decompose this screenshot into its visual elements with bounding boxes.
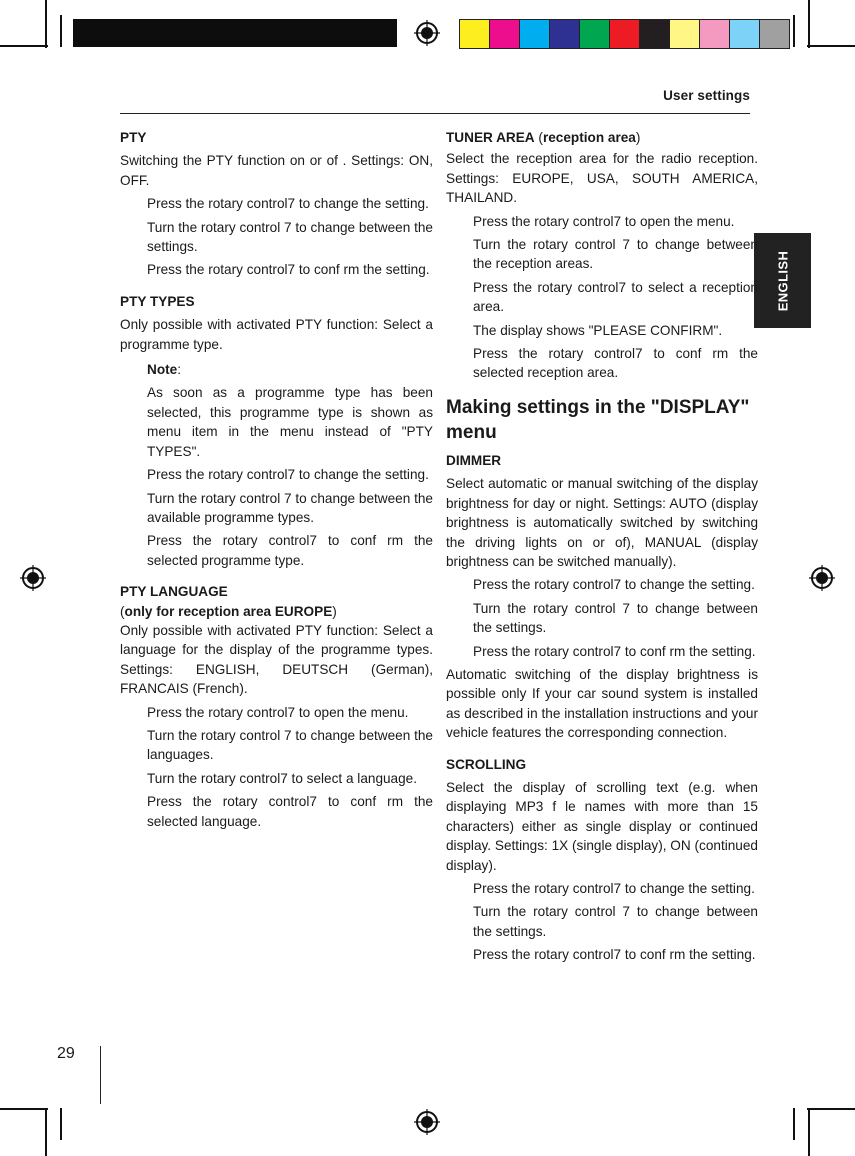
pty-language-step: Turn the rotary control7 to select a language. xyxy=(147,770,418,786)
language-tab xyxy=(754,233,811,328)
color-swatch xyxy=(730,20,760,48)
section-title-post: " menu xyxy=(446,396,750,443)
color-swatch xyxy=(460,20,490,48)
pty-language-step: Press the rotary control7 to conf rm the selected language. xyxy=(147,794,433,829)
color-swatch xyxy=(610,20,640,48)
tuner-area-step: Press the rotary control7 to open the menu. xyxy=(473,213,735,229)
tuner-area-heading: TUNER AREA xyxy=(446,130,535,145)
tuner-area-step: Press the rotary control7 to select a reception area. xyxy=(473,279,758,315)
note-block: Note: As soon as a programme type has been selected, this programme type is shown as menu item in the menu instead of "PTY TYPES". xyxy=(120,360,433,461)
tuner-area-description: Select the reception area for the radio reception. Settings: EUROPE, USA, SOUTH AMERICA, THAILAND. xyxy=(446,151,758,206)
dimmer-description: Select automatic or manual switching of the display brightness for day or night. Settings: AUTO (display brightness is automatically switched by switching the driving lights on or of), MANUAL (display brightness can be switched manually). xyxy=(446,476,758,569)
scrolling-step: Turn the rotary control 7 to change between the settings. xyxy=(473,904,758,939)
header-rule xyxy=(120,113,750,114)
page-number: 29 xyxy=(57,1045,75,1062)
tuner-area-step: Press the rotary control7 to conf rm the selected reception area. xyxy=(473,346,758,381)
tuner-area-step: The display shows "PLEASE CONFIRM". xyxy=(473,322,723,338)
section-title xyxy=(446,395,758,445)
scrolling-heading: SCROLLING xyxy=(446,756,527,772)
color-swatch xyxy=(760,20,789,48)
dimmer-step: Press the rotary control7 to change the setting. xyxy=(473,577,755,593)
footer-rule xyxy=(100,1046,101,1104)
color-swatch xyxy=(700,20,730,48)
dimmer-footnote: Automatic switching of the display brightness is possible only If your car sound system is installed as described in the installation instructions and your vehicle features the corresponding connection. xyxy=(446,666,758,741)
tuner-area-subheading: reception area xyxy=(542,130,636,145)
running-head: User settings xyxy=(663,88,750,103)
registration-target-icon xyxy=(414,1109,440,1135)
color-swatch xyxy=(580,20,610,48)
pty-language-step: Press the rotary control7 to open the menu. xyxy=(147,704,409,720)
pty-heading: PTY xyxy=(120,130,147,145)
pty-language-description: Only possible with activated PTY function: Select a language for the display of the programme types. Settings: ENGLISH, DEUTSCH (German), FRANCAIS (French). xyxy=(120,622,433,697)
tuner-area-step: Turn the rotary control 7 to change between the reception areas. xyxy=(473,237,758,272)
note-label: Note xyxy=(147,362,178,378)
right-column: TUNER AREA (reception area) Select the reception area for the radio reception. Settings: EUROPE, USA, SOUTH AMERICA, THAILAND. Press the rotary control7 to open the menu. Turn the rotary control 7 to change between the reception areas. Press the rotary control7 to select a reception area. The display shows "PLEASE CONFIRM". Press the rotary control7 to conf rm the selected reception area. Making settings in the "DISPLAY" menu DIMMER Select automatic or manual switching of the display brightness for day or night. Settings: AUTO (display brightness is automatically switched by switching the driving lights on or of), MANUAL (display brightness can be switched manually). Press the rotary control7 to change the setting. Turn the rotary control 7 to change between the settings. Press the rotary control7 to conf rm the setting. Automatic switching of the display brightness is possible only If your car sound system is installed as described in the installation instructions and your vehicle features the corresponding connection. SCROLLING Select the display of scrolling text (e.g. when displaying MP3 f le names with more than 15 characters) either as single display or continued display. Settings: 1X (single display), ON (continued display). Press the rotary control7 to change the setting. Turn the rotary control 7 to change between the settings. Press the rotary control7 to conf rm the setting. xyxy=(446,128,758,965)
pty-types-heading: PTY TYPES xyxy=(120,293,195,309)
color-swatch xyxy=(550,20,580,48)
scrolling-description: Select the display of scrolling text (e.g. when displaying MP3 f le names with more than 15 characters) either as single display or continued display. Settings: 1X (single display), ON (continued display). xyxy=(446,779,758,873)
left-column: PTY Switching the PTY function on or of . Settings: ON, OFF. Press the rotary control7 to change the setting. Turn the rotary control 7 to change between the settings. Press the rotary control7 to conf rm the setting. PTY TYPES Only possible with activated PTY function: Select a programme type. Note: As soon as a programme type has been selected, this programme type is shown as menu item in the menu instead of "PTY TYPES". Press the rotary control7 to change the setting. Turn the rotary control 7 to change between the available programme types. Press the rotary control7 to conf rm the selected programme type. PTY LANGUAGE (only for reception area EUROPE) Only possible with activated PTY function: Select a language for the display of the programme types. Settings: ENGLISH, DEUTSCH (German), FRANCAIS (French). Press the rotary control7 to open the menu. Turn the rotary control 7 to change between the languages. Turn the rotary control7 to select a language. Press the rotary control7 to conf rm the selected language. xyxy=(120,128,433,831)
note-text: As soon as a programme type has been selected, this programme type is shown as menu item in the menu instead of "PTY TYPES". xyxy=(147,385,433,459)
pty-step: Press the rotary control7 to conf rm the setting. xyxy=(147,262,430,278)
section-title-bold: DISPLAY xyxy=(659,396,741,418)
language-tab-label: ENGLISH xyxy=(775,250,790,311)
black-calibration-bar xyxy=(73,19,397,47)
scrolling-step: Press the rotary control7 to change the setting. xyxy=(473,881,755,896)
color-swatch xyxy=(490,20,520,48)
dimmer-heading: DIMMER xyxy=(446,452,502,468)
color-swatch xyxy=(670,20,700,48)
pty-types-step: Press the rotary control7 to change the setting. xyxy=(147,467,429,483)
pty-step: Turn the rotary control 7 to change between the settings. xyxy=(147,219,433,255)
pty-types-step: Press the rotary control7 to conf rm the selected programme type. xyxy=(147,533,433,568)
pty-types-step: Turn the rotary control 7 to change between the available programme types. xyxy=(147,490,433,525)
pty-types-description: Only possible with activated PTY function: Select a programme type. xyxy=(120,317,433,352)
color-swatch xyxy=(640,20,670,48)
pty-language-heading: PTY LANGUAGE xyxy=(120,584,228,600)
pty-language-subheading: only for reception area EUROPE xyxy=(124,603,333,619)
color-swatch-strip xyxy=(459,19,790,49)
registration-target-icon xyxy=(20,565,46,591)
pty-language-step: Turn the rotary control 7 to change between the languages. xyxy=(147,727,433,763)
pty-description: Switching the PTY function on or of . Settings: ON, OFF. xyxy=(120,153,433,188)
pty-step: Press the rotary control7 to change the setting. xyxy=(147,196,429,212)
color-swatch xyxy=(520,20,550,48)
scrolling-step: Press the rotary control7 to conf rm the setting. xyxy=(473,947,756,963)
dimmer-step: Turn the rotary control 7 to change between the settings. xyxy=(473,600,758,636)
registration-target-icon xyxy=(414,20,440,46)
section-title-pre: Making settings in the " xyxy=(446,396,660,418)
registration-target-icon xyxy=(809,565,835,591)
dimmer-step: Press the rotary control7 to conf rm the setting. xyxy=(473,643,756,659)
